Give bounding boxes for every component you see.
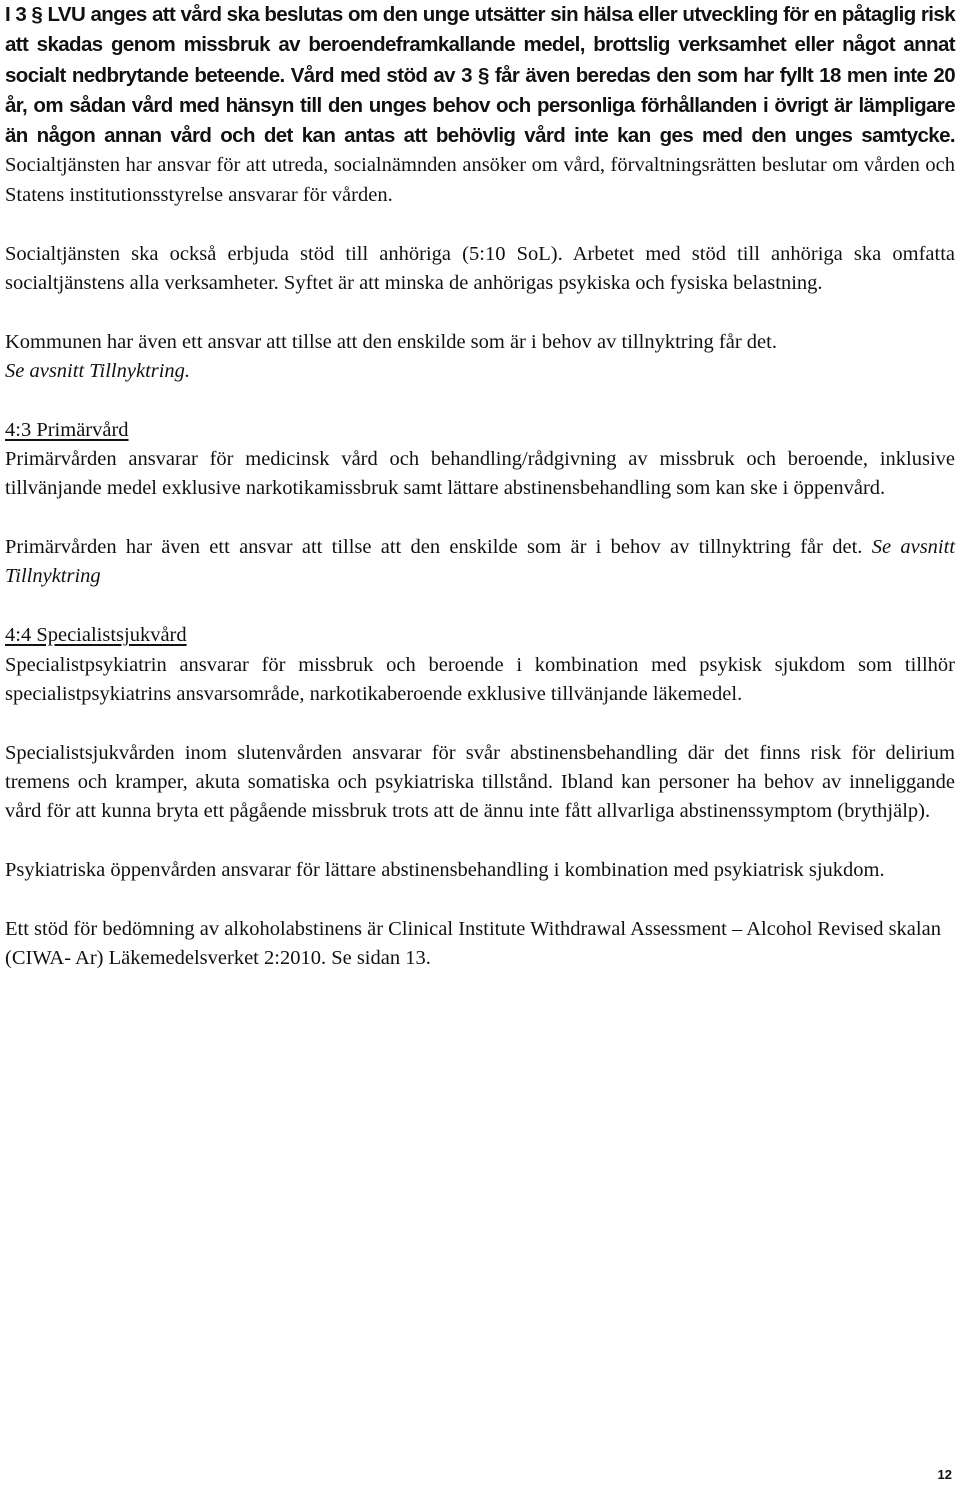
paragraph-lvu	[5, 0, 955, 210]
paragraph-lvu-responsibility: Socialtjänsten har ansvar för att utreda, socialnämnden ansöker om vård, förvaltningsrätten beslutar om vården och Statens institutionsstyrelse ansvarar för vården.	[5, 154, 955, 206]
section-primarvard	[5, 416, 955, 504]
tillnyktring-reference: Se avsnitt Tillnyktring.	[5, 359, 191, 382]
paragraph-lvu-lead: I 3 § LVU anges att vård ska beslutas om den unge utsätter sin hälsa eller utveckling för en påtaglig risk att skadas genom missbruk av beroendeframkallande medel, brottslig verksamhet eller något annat socialt nedbrytande beteende.	[5, 3, 955, 87]
page-number: 12	[937, 1467, 952, 1482]
section-specialistsjukvard	[5, 621, 955, 709]
paragraph-primarvard-tillnyktring	[5, 533, 955, 592]
specialistpsykiatrin-paragraph: Specialistpsykiatrin ansvarar för missbruk och beroende i kombination med psykisk sjukdom som tillhör specialistpsykiatrins ansvarsområde, narkotikaberoende exklusive tillvänjande läkemedel.	[5, 653, 955, 705]
paragraph-gap	[5, 298, 955, 328]
paragraph-ciwa: Ett stöd för bedömning av alkoholabstinens är Clinical Institute Withdrawal Assessment – Alcohol Revised skalan (CIWA- Ar) Läkemedelsverket 2:2010. Se sidan 13.	[5, 917, 941, 970]
paragraph-gap	[5, 504, 955, 534]
paragraph-gap	[5, 885, 955, 915]
paragraph-gap	[5, 210, 955, 240]
tillnyktring-reference-2: Se avsnitt Tillnyktring	[5, 536, 956, 588]
document-page	[5, 0, 955, 973]
paragraph-kommunen-text: Kommunen har även ett ansvar att tillse att den enskilde som är i behov av tillnyktring får det.	[5, 330, 777, 353]
section-heading-primarvard: 4:3 Primärvård	[5, 418, 129, 441]
paragraph-gap	[5, 827, 955, 857]
section-heading-specialistsjukvard: 4:4 Specialistsjukvård	[5, 624, 187, 647]
paragraph-gap	[5, 592, 955, 622]
paragraph-anhoriga: Socialtjänsten ska också erbjuda stöd till anhöriga (5:10 SoL). Arbetet med stöd till anhöriga ska omfatta socialtjänstens alla verksamheter. Syftet är att minska de anhörigas psykiska och fysiska belastning.	[5, 242, 955, 294]
paragraph-gap	[5, 386, 955, 416]
paragraph-kommunen	[5, 328, 955, 387]
primarvard-paragraph: Primärvården ansvarar för medicinsk vård och behandling/rådgivning av missbruk och beroende, inklusive tillvänjande medel exklusive narkotikamissbruk samt lättare abstinensbehandling som kan ske i öppenvård.	[5, 448, 955, 500]
paragraph-gap	[5, 709, 955, 739]
paragraph-psykiatriska-oppenvarden: Psykiatriska öppenvården ansvarar för lättare abstinensbehandling i kombination med psykiatrisk sjukdom.	[5, 859, 885, 882]
paragraph-lvu-continued: Vård med stöd av 3 § får även beredas den som har fyllt 18 men inte 20 år, om sådan vård med hänsyn till den unges behov och personliga förhållanden i övrigt är lämpligare än någon annan vård och det kan antas att behövlig vård inte kan ges med den unges samtycke.	[5, 63, 956, 148]
paragraph-slutenvarden: Specialistsjukvården inom slutenvården ansvarar för svår abstinensbehandling där det finns risk för delirium tremens och kramper, akuta somatiska och psykiatriska tillstånd. Ibland kan personer ha behov av inneliggande vård för att kunna bryta ett pågående missbruk trots att de ännu inte fått allvarliga abstinenssymptom (brythjälp).	[5, 741, 955, 823]
primarvard-tillnyktring-text: Primärvården har även ett ansvar att tillse att den enskilde som är i behov av tillnyktring får det.	[5, 536, 863, 559]
